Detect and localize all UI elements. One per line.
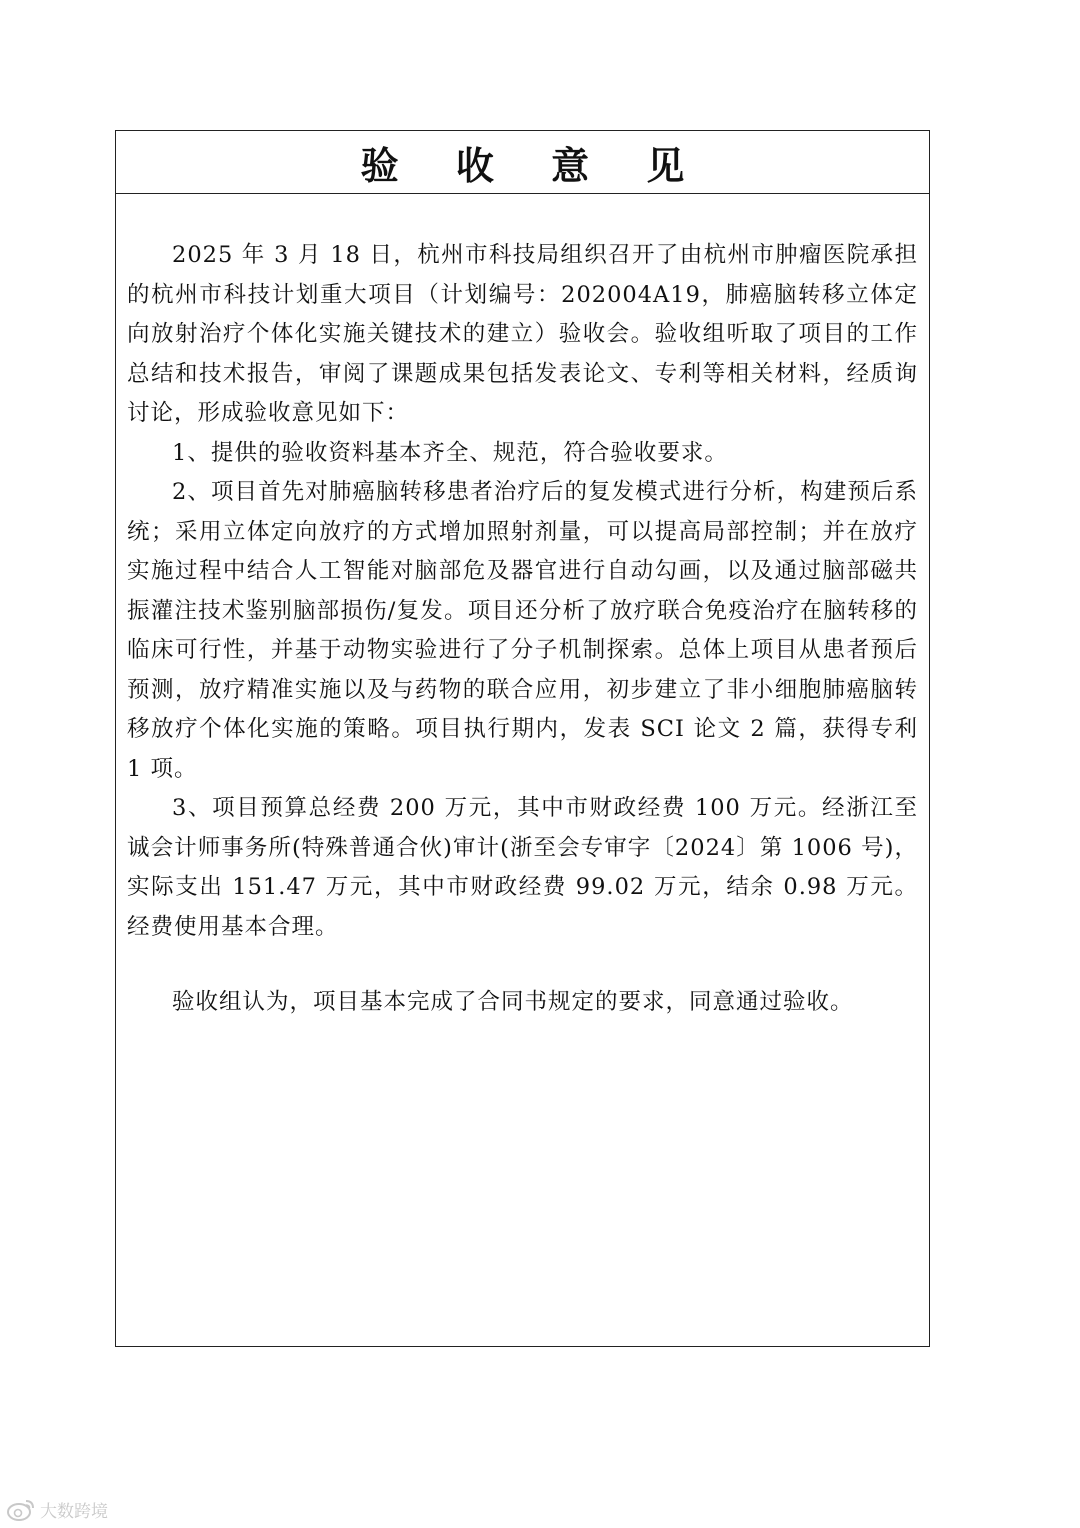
watermark xyxy=(6,1497,108,1522)
item-3-paragraph: 3、项目预算总经费 200 万元，其中市财政经费 100 万元。经浙江至诚会计师事务所(特殊普通合伙)审计(浙至会专审字〔2024〕第 1006 号)，实际支出 151.47 万元，其中市财政经费 99.02 万元，结余 0.98 万元。经费使用基本合理。 xyxy=(127,795,918,940)
watermark-text: 大数跨境 xyxy=(40,1502,108,1522)
form-title: 验 收 意 见 xyxy=(360,143,707,188)
item-1-paragraph: 1、提供的验收资料基本齐全、规范，符合验收要求。 xyxy=(172,439,728,466)
conclusion-paragraph: 验收组认为，项目基本完成了合同书规定的要求，同意通过验收。 xyxy=(172,989,854,1015)
intro-paragraph: 2025 年 3 月 18 日，杭州市科技局组织召开了由杭州市肿瘤医院承担的杭州市科技计划重大项目（计划编号：202004A19，肺癌脑转移立体定向放射治疗个体化实施关键技术的建立）验收会。验收组听取了项目的工作总结和技术报告，审阅了课题成果包括发表论文、专利等相关材料，经质询讨论，形成验收意见如下： xyxy=(127,242,918,426)
opinion-content xyxy=(116,194,929,1023)
item-2-paragraph: 2、项目首先对肺癌脑转移患者治疗后的复发模式进行分析，构建预后系统；采用立体定向放疗的方式增加照射剂量，可以提高局部控制；并在放疗实施过程中结合人工智能对脑部危及器官进行自动勾画，以及通过脑部磁共振灌注技术鉴别脑部损伤/复发。项目还分析了放疗联合免疫治疗在脑转移的临床可行性，并基于动物实验进行了分子机制探索。总体上项目从患者预后预测，放疗精准实施以及与药物的联合应用，初步建立了非小细胞肺癌脑转移放疗个体化实施的策略。项目执行期内，发表 SCI 论文 2 篇，获得专利 1 项。 xyxy=(127,479,918,782)
title-row xyxy=(116,131,929,194)
weibo-logo-icon xyxy=(6,1498,36,1522)
acceptance-opinion-form xyxy=(115,130,930,1347)
